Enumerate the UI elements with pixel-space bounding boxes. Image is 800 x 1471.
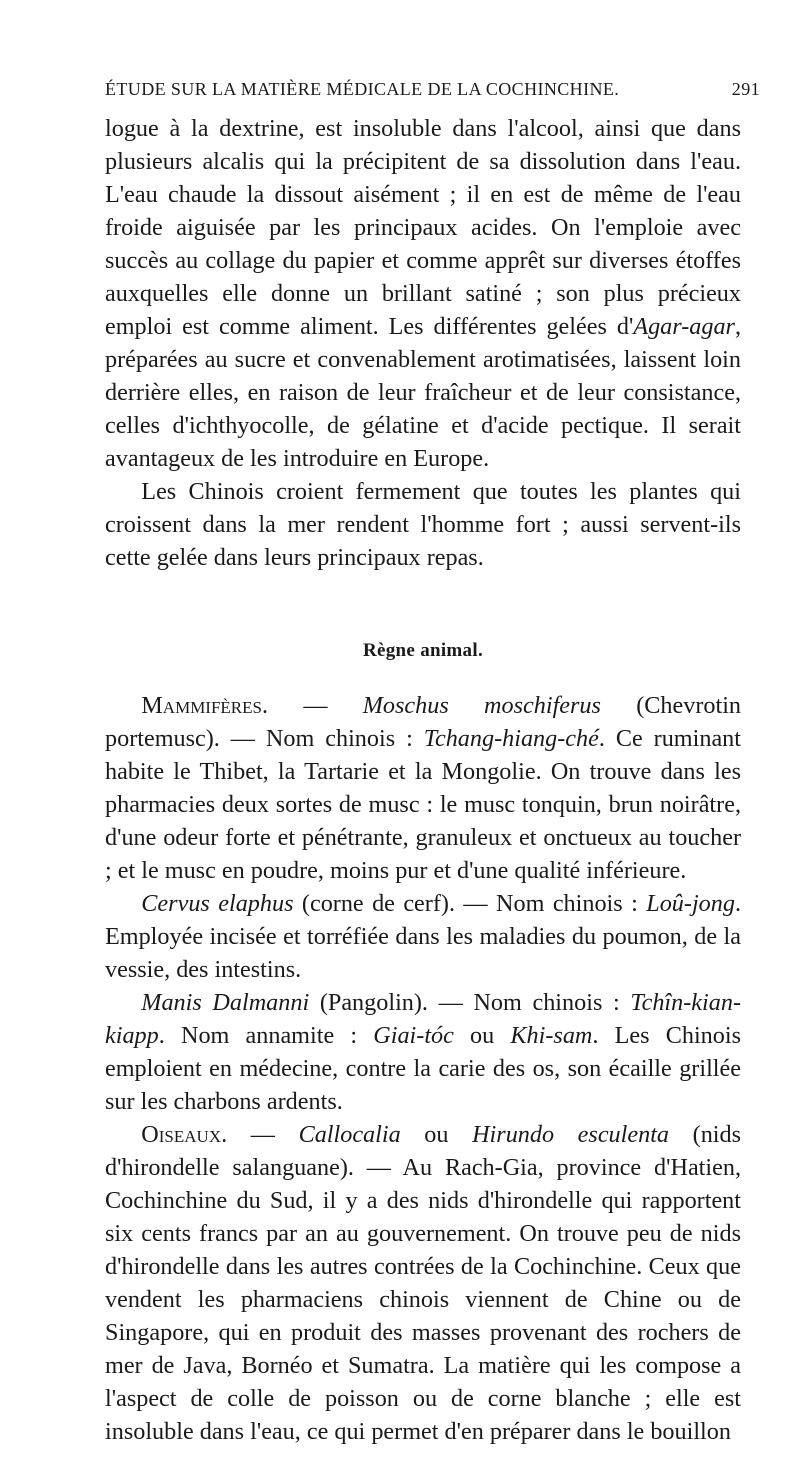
paragraph-cervus xyxy=(105,887,741,986)
chinese-name: Tchîn-kian-kiapp xyxy=(105,989,742,1049)
species-name: Moschus moschiferus xyxy=(362,692,601,719)
paragraph-birds xyxy=(105,1118,741,1448)
section-title: Règne animal. xyxy=(362,640,483,661)
chinese-name: Loû-jong xyxy=(646,890,735,917)
text-run: (nids d'hirondelle salanguane). — Au Rach-Gia, province d'Hatien, Cochinchine du Sud, il y a des nids d'hirondelle qui rapportent six cents francs par an au gouvernement. On trouve peu de nids d'hirondelle dans les autres contrées de la Cochinchine. Ceux que vendent les pharmaciens chinois viennent de Chine ou de Singapore, qui en produit des masses provenant des rochers de mer de Java, Bornéo et Sumatra. La matière qui les compose a l'aspect de colle de poisson ou de corne blanche ; elle est insoluble dans l'eau, ce qui permet d'en préparer dans le bouillon xyxy=(105,1121,742,1445)
species-name: Cervus elaphus xyxy=(141,890,294,917)
text-run: (Pangolin). — Nom chinois : xyxy=(309,989,631,1016)
text-run: ou xyxy=(453,1022,511,1049)
paragraph-mammals xyxy=(105,689,741,887)
text-run: . Employée incisée et torréfiée dans les maladies du poumon, de la vessie, des intestins. xyxy=(105,890,741,983)
species-name: Hirundo esculenta xyxy=(472,1121,670,1148)
species-name: Manis Dalmanni xyxy=(141,989,310,1016)
page-number: 291 xyxy=(731,78,760,99)
body-text xyxy=(105,112,741,1448)
text-run: logue à la dextrine, est insoluble dans l'alcool, ainsi que dans plusieurs alcalis qui la précipitent de sa dissolution dans l'eau. L'eau chaude la dissout aisément ; il en est de même de l'eau froide aiguisée par les principaux acides. On l'emploie avec succès au collage du papier et comme apprêt sur diverses étoffes auxquelles elle donne un brillant satiné ; son plus précieux emploi est comme aliment. Les différentes gelées d' xyxy=(105,115,741,340)
text-run: ou xyxy=(400,1121,473,1148)
paragraph-chinese-belief: Les Chinois croient fermement que toutes les plantes qui croissent dans la mer rendent l'homme fort ; aussi servent-ils cette gelée dans leurs principaux repas. xyxy=(105,478,741,571)
chinese-name: Tchang-hiang-ché xyxy=(423,725,599,752)
species-name: Callocalia xyxy=(298,1121,401,1148)
paragraph-manis xyxy=(105,986,741,1118)
text-run: (corne de cerf). — Nom chinois : xyxy=(293,890,647,917)
italic-term: Agar-agar xyxy=(633,313,735,340)
text-run: . Les Chinois emploient en médecine, contre la carie des os, son écaille grillée sur les charbons ardents. xyxy=(105,1022,741,1115)
text-run: . Ce ruminant habite le Thibet, la Tartarie et la Mongolie. On trouve dans les pharmacies deux sortes de musc : le musc tonquin, brun noirâtre, d'une odeur forte et pénétrante, granuleux et onctueux au toucher ; et le musc en poudre, moins pur et d'une qualité inférieure. xyxy=(105,725,741,884)
category-label: Mammifères. xyxy=(141,692,269,719)
category-label: Oiseaux. xyxy=(141,1121,228,1148)
running-header xyxy=(105,72,760,106)
running-title: ÉTUDE SUR LA MATIÈRE MÉDICALE DE LA COCHINCHINE. xyxy=(105,78,620,99)
text-run: , préparées au sucre et convenablement arotimatisées, laissent loin derrière elles, en raison de leur fraîcheur et de leur consistance, celles d'ichthyocolle, de gélatine et d'acide pectique. Il serait avantageux de les introduire en Europe. xyxy=(105,313,741,472)
text-run: (Chevrotin portemusc). — Nom chinois : xyxy=(105,692,742,752)
text-run: . Nom annamite : xyxy=(158,1022,374,1049)
annamite-name: Khi-sam xyxy=(510,1022,593,1049)
annamite-name: Giai-tóc xyxy=(373,1022,454,1049)
text-run: — xyxy=(227,1121,299,1148)
text-run: — xyxy=(268,692,363,719)
paragraph-agar xyxy=(105,112,741,475)
